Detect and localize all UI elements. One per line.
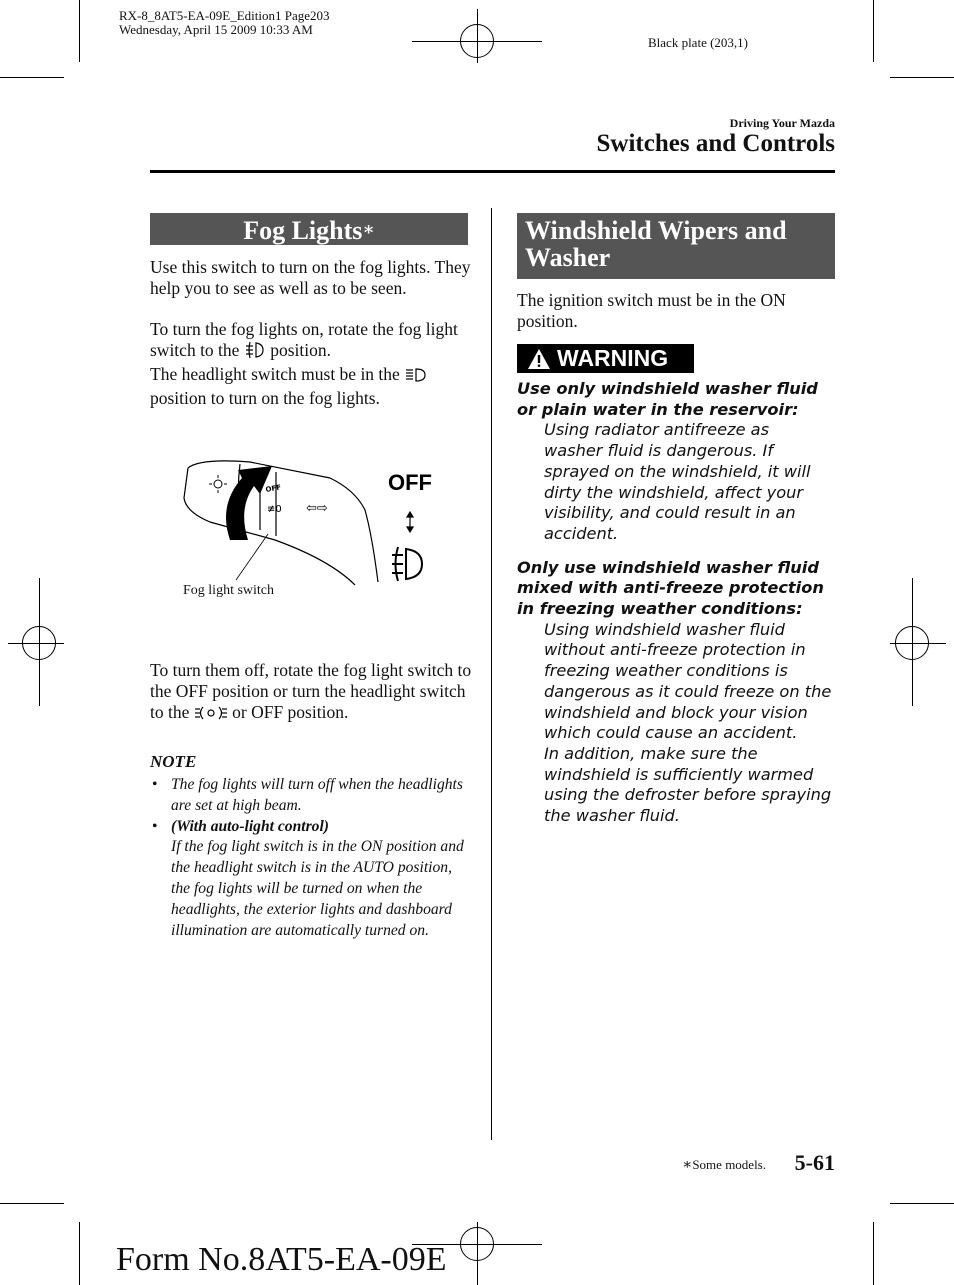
fog-light-icon <box>244 341 266 364</box>
print-job-info <box>119 9 330 37</box>
fog-on-instructions <box>150 319 472 409</box>
page-number: 5-61 <box>794 1150 835 1175</box>
chapter-title: Driving Your Mazda <box>729 116 835 130</box>
note-1-text: The fog lights will turn off when the headlights are set at high beam. <box>171 776 463 814</box>
note-item-2 <box>150 817 470 942</box>
section-title: Switches and Controls <box>596 130 835 157</box>
large-fog-light-icon <box>392 547 422 581</box>
warning-label: WARNING <box>557 345 669 371</box>
bullet: • <box>152 817 158 835</box>
wipers-title: Windshield Wipers and Washer <box>525 216 787 272</box>
fog-off-instructions <box>150 660 472 726</box>
svg-text:⇦⇨: ⇦⇨ <box>306 501 328 516</box>
form-number: Form No.8AT5-EA-09E <box>116 1241 447 1278</box>
fog-on-text-b: position. <box>270 340 331 360</box>
fog-light-switch-figure <box>180 450 460 610</box>
fog-lights-heading <box>150 213 468 245</box>
fog-on-text-d: position to turn on the fog lights. <box>150 388 380 408</box>
footnote-text: Some models. <box>692 1157 766 1172</box>
print-job-line1: RX-8_8AT5-EA-09E_Edition1 Page203 <box>119 8 330 23</box>
headlight-icon <box>404 367 428 388</box>
fog-off-text-a: To turn them off, rotate the fog light switch to the OFF position or turn the headlight switch to the <box>150 660 472 722</box>
some-models-footnote <box>682 1155 766 1174</box>
warning-2-heading: Only use windshield washer fluid mixed with anti-freeze protection in freezing weather conditions: <box>517 557 824 619</box>
warning-2-addition: In addition, make sure the windshield is sufficiently warmed using the defroster before spraying the washer fluid. <box>544 743 832 826</box>
warning-block <box>517 379 832 827</box>
warning-2-body: Using windshield washer fluid without anti-freeze protection in freezing weather conditions is dangerous as it could freeze on the windshield and block your vision which could cause an accident. <box>544 619 832 743</box>
fog-on-text-a: To turn the fog lights on, rotate the fog light switch to the <box>150 319 458 360</box>
header-rule <box>150 170 835 173</box>
note-title: NOTE <box>150 752 197 771</box>
warning-1-body: Using radiator antifreeze as washer fluid is dangerous. If sprayed on the windshield, it will dirty the windshield, affect your visibility, and could result in an accident. <box>544 420 811 543</box>
warning-banner <box>517 344 694 373</box>
warning-1-heading: Use only windshield washer fluid or plain water in the reservoir: <box>517 379 818 419</box>
print-job-line2: Wednesday, April 15 2009 10:33 AM <box>119 22 313 37</box>
fog-off-text-b: or OFF position. <box>232 702 349 722</box>
bullet: • <box>152 776 158 793</box>
note-2-heading: (With auto-light control) <box>171 817 329 835</box>
fog-on-text-c: The headlight switch must be in the <box>150 364 400 384</box>
parking-light-icon <box>194 705 228 726</box>
some-models-mark: ∗ <box>362 219 375 239</box>
wipers-intro: The ignition switch must be in the ON position. <box>517 290 786 331</box>
plate-label: Black plate (203,1) <box>648 35 748 50</box>
figure-caption: Fog light switch <box>183 583 275 598</box>
wipers-heading <box>517 213 835 279</box>
note-item-1 <box>150 775 470 817</box>
off-position-label: OFF <box>388 470 432 495</box>
fog-intro-paragraph: Use this switch to turn on the fog lights. They help you to see as well as to be seen. <box>150 257 471 298</box>
note-2-text: If the fog light switch is in the ON position and the headlight switch is in the AUTO position, the fog lights will be turned on when the headlights, the exterior lights and dashboard illumination are automatically turned on. <box>171 838 464 939</box>
svg-text:≢0: ≢0 <box>267 504 282 515</box>
column-divider <box>491 208 492 1140</box>
note-list <box>150 775 470 941</box>
fog-lights-title: Fog Lights <box>243 216 363 245</box>
footnote-mark: ∗ <box>682 1157 693 1173</box>
warning-triangle-icon <box>527 348 551 370</box>
stalk-off-label: OFF <box>264 483 282 494</box>
